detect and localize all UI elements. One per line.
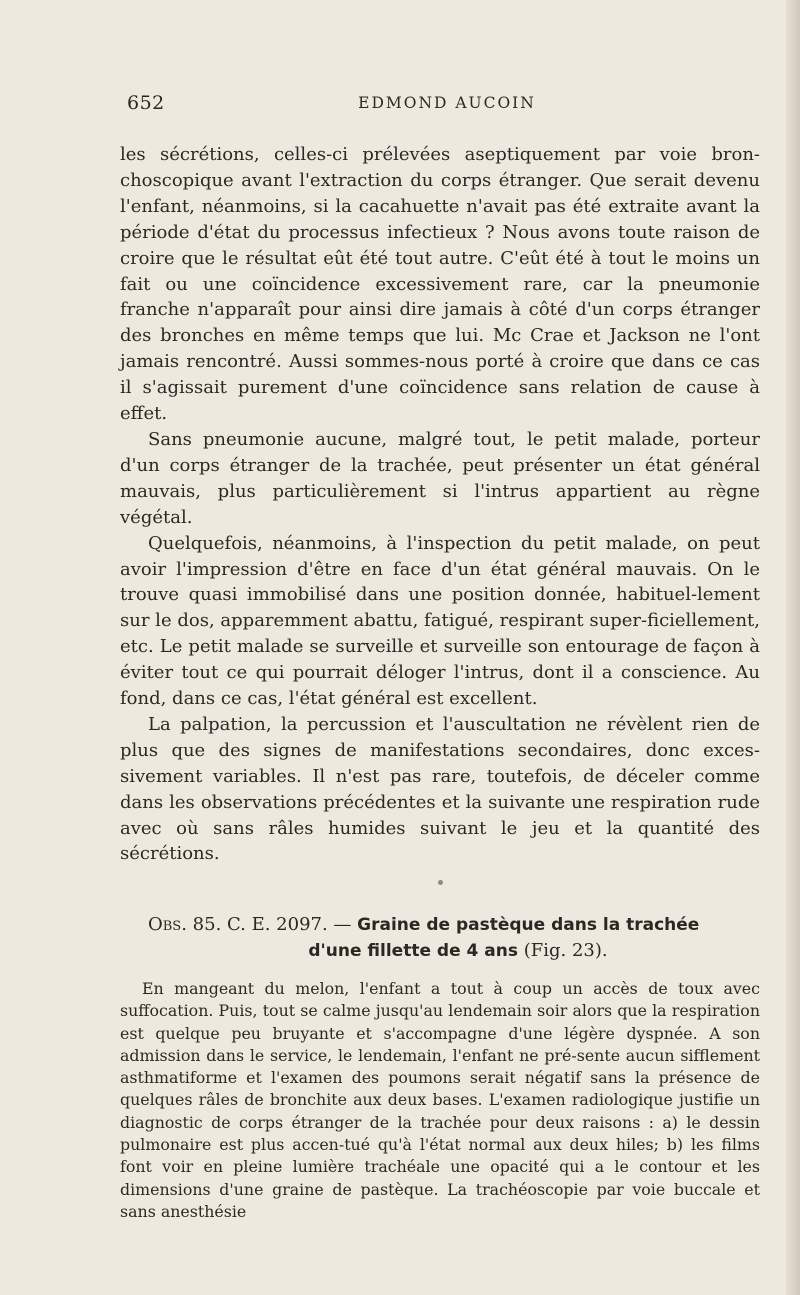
paragraph-3: Quelquefois, néanmoins, à l'inspection du petit malade, on peut avoir l'impression d'être en face d'un état général mauvais. On le trouve quasi immobilisé dans une position donnée, habituel-lement sur le dos, apparemment abattu, fatigué, respirant super-ficiellement, etc. Le petit malade se surveille et surveille son entourage de façon à éviter tout ce qui pourrait déloger l'intrus, dont il a conscience. Au fond, dans ce cas, l'état général est excellent. (120, 532, 760, 710)
running-head: EDMOND AUCOIN (358, 94, 536, 112)
observation-heading (120, 912, 760, 964)
paragraph-4: La palpation, la percussion et l'auscultation ne révèlent rien de plus que des signes de manifestations secondaires, donc exces-sivement variables. Il n'est pas rare, toutefois, de déceler comme dans les observations précédentes et la suivante une respiration rude avec où sans râles humides suivant le jeu et la quantité des sécrétions. (120, 713, 760, 865)
paragraph-1: les sécrétions, celles-ci prélevées aseptiquement par voie bron-choscopique avant l'extraction du corps étranger. Que serait devenu l'enfant, néanmoins, si la cacahuette n'avait pas été extraite avant la période d'état du processus infectieux ? Nous avons toute raison de croire que le résultat eût été tout autre. C'eût été à tout le moins un fait ou une coïncidence excessivement rare, car la pneumonie franche n'apparaît pour ainsi dire jamais à côté d'un corps étranger des bronches en même temps que lui. Mc Crae et Jackson ne l'ont jamais rencontré. Aussi sommes-nous porté à croire que dans ce cas il s'agissait purement d'une coïncidence sans relation de cause à effet. (120, 144, 760, 425)
observation-text: En mangeant du melon, l'enfant a tout à coup un accès de toux avec suffocation. Puis, tout se calme jusqu'au lendemain soir alors que la respiration est quelque peu bruyante et s'accompagne d'une légère dyspnée. A son admission dans le service, le lendemain, l'enfant ne pré-sente aucun sifflement asthmatiforme et l'examen des poumons serait négatif sans la présence de quelques râles de bronchite aux deux bases. L'examen radiologique justifie un diagnostic de corps étranger de la trachée pour deux raisons : a) le dessin pulmonaire est plus accen-tué qu'à l'état normal aux deux hiles; b) les films font voir en pleine lumière trachéale une opacité qui a le contour et les dimensions d'une graine de pastèque. La trachéoscopie par voie buccale et sans anesthésie (120, 979, 760, 1221)
observation-title-1: Graine de pastèque dans la trachée (357, 915, 700, 935)
observation-heading-line-2 (120, 938, 760, 964)
page-header (127, 92, 767, 122)
figure-reference: (Fig. 23). (523, 940, 608, 961)
page-edge-shadow (786, 0, 800, 1295)
separator-dot (438, 880, 443, 885)
paragraph-2: Sans pneumonie aucune, malgré tout, le petit malade, porteur d'un corps étranger de la trachée, peut présenter un état général mauvais, plus particulièrement si l'intrus appartient au règne végétal. (120, 428, 760, 528)
observation-title-2: d'une fillette de 4 ans (308, 941, 518, 961)
observation-case-ref: 85. C. E. 2097. — (192, 914, 352, 935)
body-text (120, 142, 760, 867)
page-number: 652 (127, 92, 165, 114)
observation-label: Obs. (148, 914, 187, 935)
observation-heading-line-1 (120, 912, 760, 938)
